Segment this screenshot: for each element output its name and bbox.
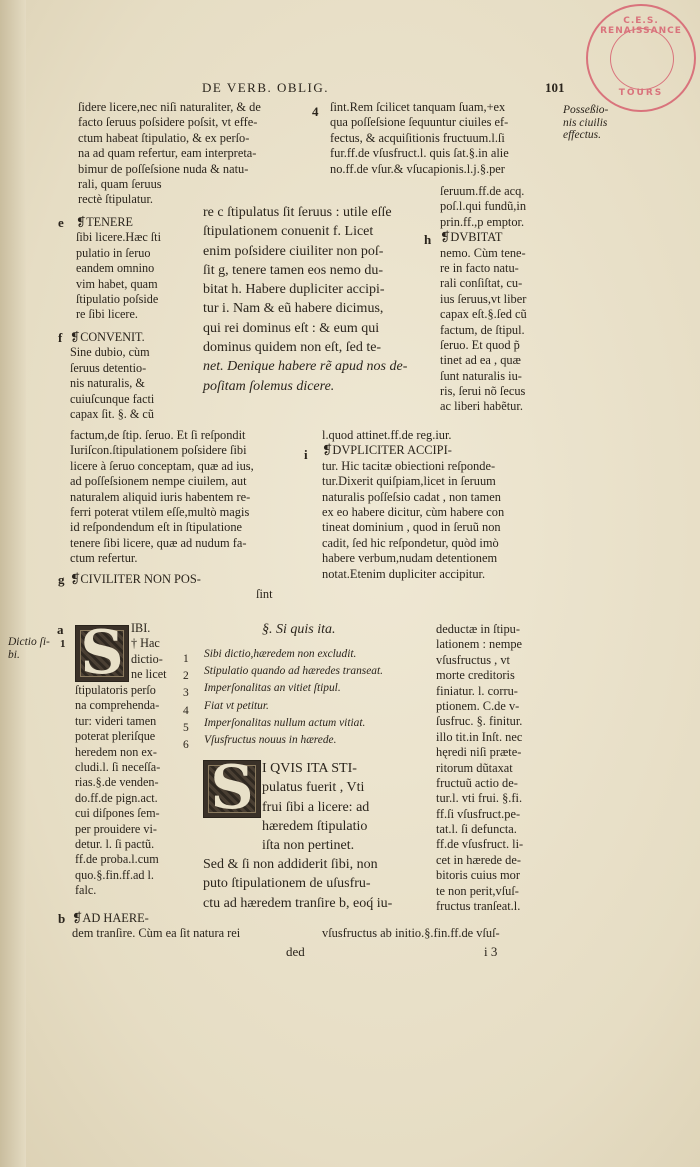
gloss-number-4: 4: [312, 104, 319, 119]
gloss-letter-i: i: [304, 447, 308, 462]
section-title: §. Si quis ita.: [262, 622, 336, 637]
gloss-letter-g: g: [58, 572, 65, 587]
gloss-tenere: ❡TENERE ſibi licere.Hæc ſti pulatio in ſeruo eandem omnino vim habet, quam ſtipulatio poſside re ſibi licere.: [76, 215, 161, 322]
gloss-letter-b: b: [58, 911, 66, 926]
main-text-lower-top: I QVIS ITA STI- pulatus fuerit , Vti frui ſibi a licere: ad hæredem ſtipulatio iſta non pertinet.: [262, 761, 370, 854]
gloss-left-bottom: factum,de ſtip. ſeruo. Et ſi reſpondit Iuriſcon.ſtipulationem poſsidere ſibi licere à ſeruo conceptam, quæ ad ius, ad poſſeſsionem nempe ciuilem, aut naturalem aliquid iuris habentem re- ferri poterat vtilem eſſe,multò magis id reſpondendum eſt in ſtipulatione tenere ſibi licere, quæ ad nudum fa- ctum refertur.: [70, 428, 254, 566]
initial-letter-large: S: [203, 760, 261, 818]
gloss-ad-haeredem: ❡AD HAERE- dem tranſire. Cùm ea ſit natura rei: [72, 911, 241, 941]
main-text-center: re c ſtipulatus ſit ſeruus : utile eſſe ſtipulationem conuenit f. Licet enim poſsidere ciuiliter non poſ- ſit g, tenere tamen eos nemo du- bitat h. Habere dupliciter accipi- tur i. Nam & eũ habere dicimus, qui rei dominus eſt : & eum qui dominus quidem non eſt, ſed te- net. Denique habere rẽ apud nos de- poſitam ſolemus dicere.: [203, 205, 408, 394]
stamp-inner-ring: [610, 28, 674, 90]
library-stamp: [586, 4, 696, 112]
gloss-sibi-top: IBI. † Hac dictio- ne licet: [131, 621, 167, 682]
summary-numbers: 1 2 3 4 5 6: [183, 653, 189, 751]
margin-note-possessio: Posseßio- nis ciuilis effectus.: [563, 104, 609, 142]
main-text-lower: Sed & ſi non addiderit ſibi, non puto ſtipulationem de uſusfru- ctu ad hæredem tranſire b, eoq́ iu-: [203, 857, 393, 911]
gloss-letter-a: a: [57, 622, 64, 637]
summary-list: Sibi dictio,hæredem non excludit. Stipulatio quando ad hæredes transeat. Imperſonalitas an vitiet ſtipul. Fiat vt petitur. Imperſonalitas nullum actum vitiat. Vſusfructus nouus in hærede.: [204, 648, 383, 746]
gloss-convenit: ❡CONVENIT. Sine dubio, cùm ſeruus detentio- nis naturalis, & cuiuſcunque facti capax ſit. §. & cũ: [70, 330, 155, 421]
page-number: 101: [545, 80, 565, 95]
gloss-letter-h: h: [424, 232, 432, 247]
gloss-dupliciter: l.quod attinet.ff.de reg.iur. ❡DVPLICITER ACCIPI- tur. Hic tacitæ obiectioni reſponde- tur.Dixerit quiſpiam,licet in ſeruum naturalis poſſeſsio cadat , non tamen ex eo habere dicitur, cùm habere con tineat dominium , quod in ſeruũ non cadit, ſed hic reſpondetur, quòd imò habere verbum,nudam detentionem notat.Etenim dupliciter accipitur.: [322, 428, 505, 581]
gloss-right-dubitat: ſeruum.ff.de acq. poſ.l.qui fundũ,in prin.ff.,p emptor. ❡DVBITAT nemo. Cùm tene- re in facto natu- rali conſiſtat, cu- ius ſeruus,vt liber capax eſt.§.ſed cũ factum, de ſtipul. ſeruo. Et quod p̃ tinet ad ea , quæ ſunt naturalis iu- ris, ſerui nõ ſecus ac liberi habẽtur.: [440, 184, 527, 414]
initial-letter-small: S: [75, 625, 129, 682]
gloss-right-lower: deductæ in ſtipu- lationem : nempe vſusfructus , vt morte creditoris finiatur. l. corru- ptionem. C.de v- ſusfruc. §. finitur. illo tit.in Inſt. nec hęredi niſi præte- ritorum dũtaxat fructuũ actio de- tur.l. vti frui. §.fi. ff.ſi vſusfruct.pe- tat.l. ſi defuncta. ff.de vſusfruct. li- cet in hærede de- bitoris cuius mor te non perit,vſuſ- fructus tranſeat.l.: [436, 622, 524, 914]
gloss-left-top: ſidere licere,nec niſi naturaliter, & de facto ſeruus poſsidere poſsit, vt effe- ctum habeat ſtipulatio, & ex perſo- na ad quam refertur, eam interpreta- bimur de poſſeſsione nuda & natu- rali, quam ſeruus rectè ſtipulatur.: [78, 100, 261, 207]
stamp-text-bottom: TOURS: [618, 88, 664, 98]
gloss-letter-e: e: [58, 215, 64, 230]
signature-mark: i 3: [484, 944, 498, 959]
gloss-civiliter: ❡CIVILITER NON POS- ſint: [70, 572, 273, 602]
gloss-sibi: ſtipulatoris perſo na comprehenda- tur: videri tamen poterat pleriſque heredem non ex- cludi.l. ſi neceſſa- rias.§.de venden- do.ff.de pign.act. cui diſpones ſem- per prouidere vi- detur. l. ſi pactũ. ff.de proba.l.cum quo.§.fin.ff.ad l. falc.: [75, 683, 161, 898]
gloss-letter-f: f: [58, 330, 63, 345]
gloss-number-1: 1: [60, 638, 66, 650]
binding-gutter: [0, 0, 26, 1167]
stamp-text-top: C.E.S. RENAISSANCE: [600, 16, 682, 36]
margin-note-dictio: Dictio ſi- bi.: [8, 636, 50, 661]
gloss-usufructus-end: vſusfructus ab initio.§.fin.ff.de vſuſ-: [322, 926, 500, 940]
running-title: DE VERB. OBLIG.: [202, 80, 329, 95]
catchword: ded: [286, 944, 305, 959]
gloss-right-top: ſint.Rem ſcilicet tanquam ſuam,+ex qua poſſeſsione ſequuntur ciuiles ef- fectus, & acquiſitionis fructuum.l.ſi fur.ff.de vſusfruct.l. quis ſat.§.in alie no.ff.de vſur.& vſucapionis.l.j.§.per: [330, 100, 509, 176]
